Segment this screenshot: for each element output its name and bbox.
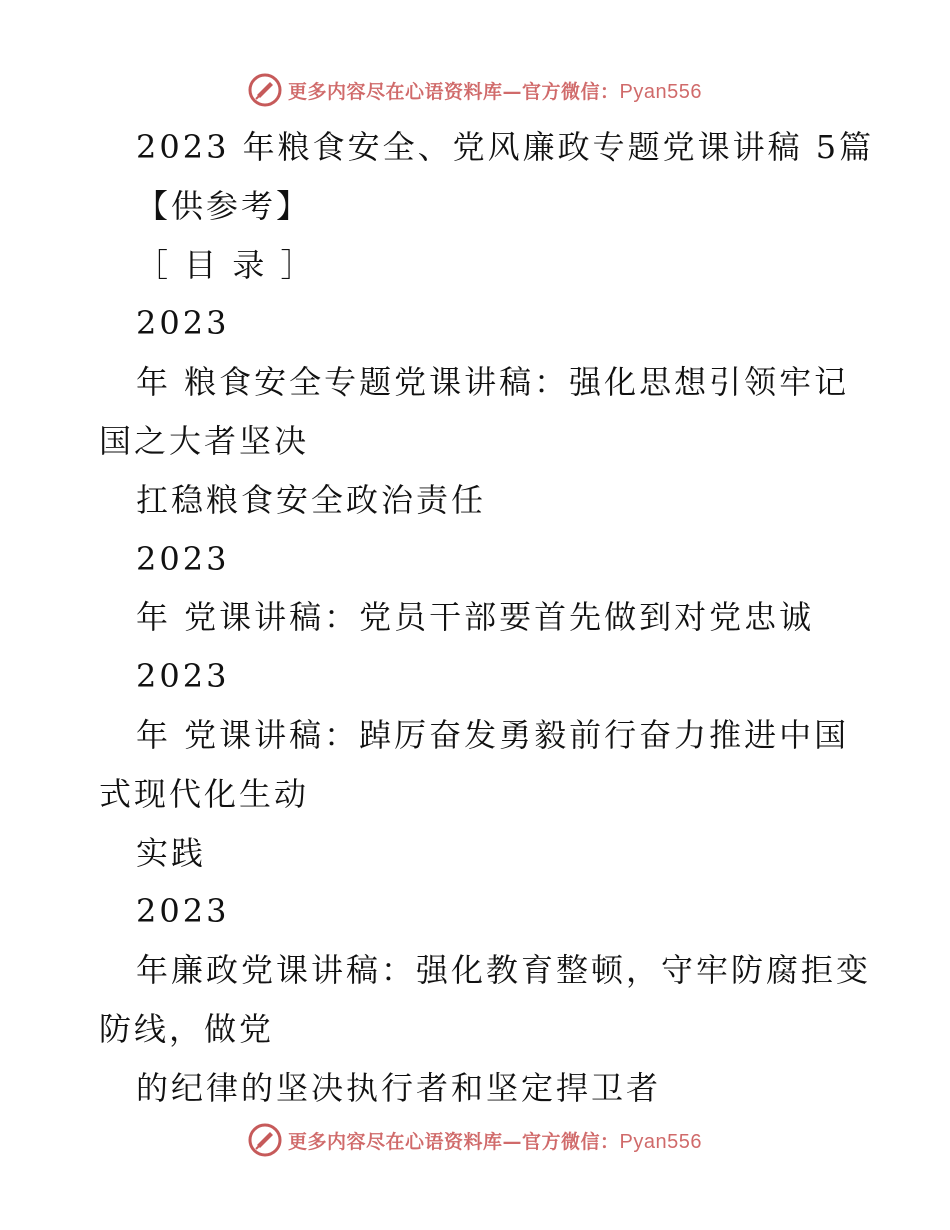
toc-line: 2023 [136,539,230,578]
watermark-suffix: 官方微信： [522,1130,620,1153]
watermark-handle: Pyan556 [619,80,702,103]
watermark-text: 更多内容尽在心语资料库 [288,80,503,103]
watermark-separator: — [502,80,523,103]
toc-line: 年 党课讲稿：踔厉奋发勇毅前行奋力推进中国 [136,715,850,754]
toc-line: 2023 [136,304,230,343]
toc-line: 式现代化生动 [99,774,310,813]
watermark-text: 更多内容尽在心语资料库 [288,1130,503,1153]
document-body [0,118,950,1118]
toc-line: 年 粮食安全专题党课讲稿：强化思想引领牢记 [136,363,850,402]
header-watermark [0,68,950,112]
footer-watermark [0,1118,950,1162]
toc-line: 2023 [136,657,230,696]
toc-line: 国之大者坚决 [99,421,310,460]
toc-heading: ［ 目 录 ］ [136,245,316,284]
document-subtitle: 【供参考】 [136,186,312,225]
toc-line: 防线，做党 [99,1009,275,1048]
watermark-separator: — [502,1130,523,1153]
watermark-handle: Pyan556 [619,1130,702,1153]
toc-line: 实践 [136,833,207,872]
toc-line: 扛稳粮食安全政治责任 [136,480,487,519]
toc-line: 年廉政党课讲稿：强化教育整顿，守牢防腐拒变 [136,951,872,990]
logo-icon [248,1123,282,1157]
logo-icon [248,73,282,107]
toc-line: 的纪律的坚决执行者和坚定捍卫者 [136,1068,662,1107]
document-title: 2023 年粮食安全、党风廉政专题党课讲稿 5篇 [136,128,875,166]
toc-line: 年 党课讲稿：党员干部要首先做到对党忠诚 [136,598,815,637]
toc-line: 2023 [136,892,230,931]
watermark-suffix: 官方微信： [522,80,620,103]
